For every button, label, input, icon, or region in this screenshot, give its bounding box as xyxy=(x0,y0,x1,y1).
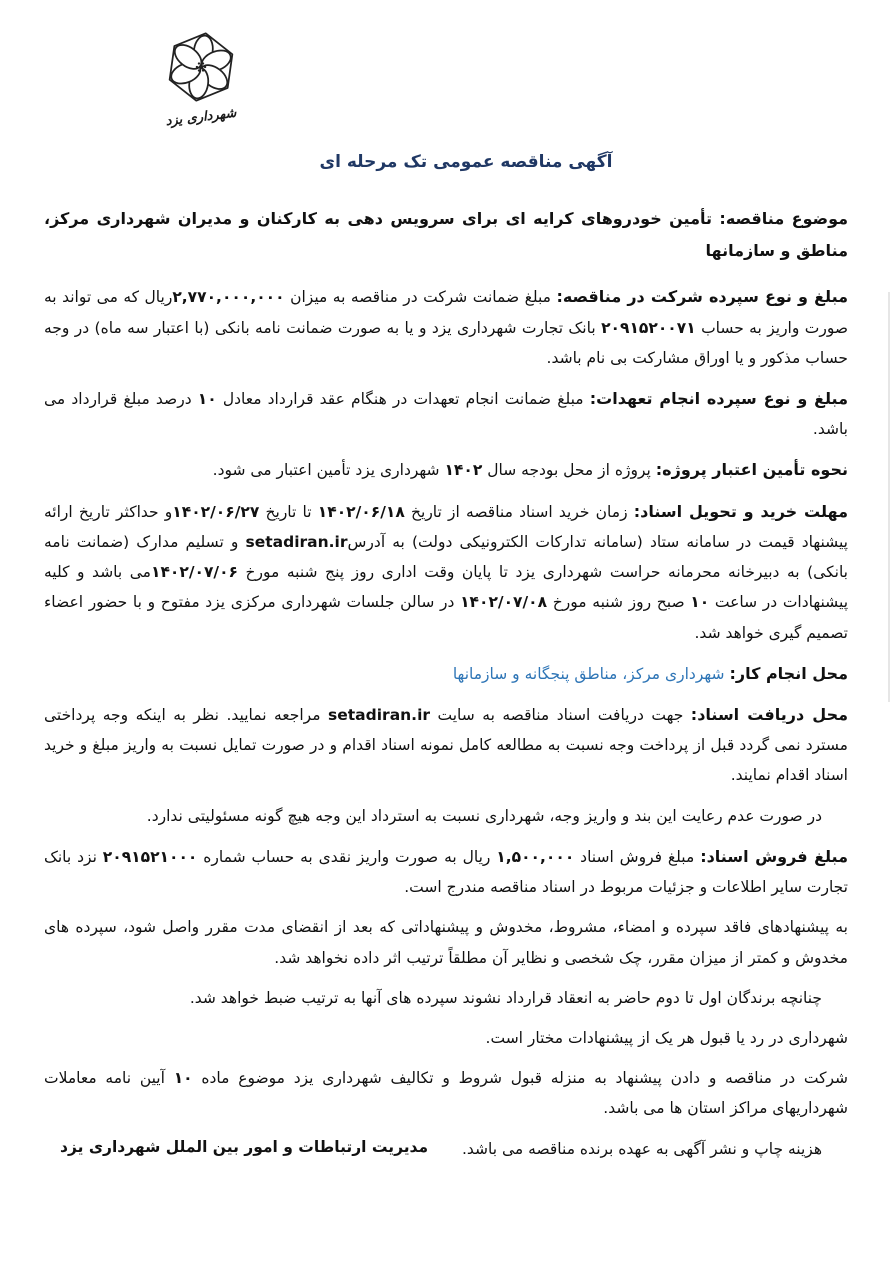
text-run: آیین نامه معاملات شهرداریهای مراکز استان ها می باشد. xyxy=(44,1069,848,1118)
text-run: ۱۴۰۲/۰۷/۰۸ xyxy=(460,593,548,612)
flower-emblem-icon xyxy=(160,26,242,108)
text-run: ۲,۷۷۰,۰۰۰,۰۰۰ xyxy=(172,288,285,307)
text-run: ریال به صورت واریز نقدی به حساب شماره xyxy=(197,847,497,866)
paragraph-lead-label: مهلت خرید و تحویل اسناد: xyxy=(633,501,848,521)
text-run: ۱۴۰۲/۰۶/۱۸ xyxy=(317,502,405,521)
paragraph-lead-label: مبلغ فروش اسناد: xyxy=(700,846,848,866)
paragraph-deposit-amount xyxy=(44,281,848,373)
paragraph-lead-label: مبلغ و نوع سپرده انجام تعهدات: xyxy=(589,389,848,408)
paragraph-terms-acceptance-note xyxy=(44,1063,848,1123)
text-run: ۱۰ xyxy=(173,1069,193,1088)
text-run: ۱۴۰۲/۰۶/۲۷ xyxy=(172,502,260,521)
document-body xyxy=(44,203,848,1174)
text-run: تا تاریخ xyxy=(259,502,318,521)
paragraph-lead-label: محل انجام کار: xyxy=(729,663,848,683)
paragraph-lead-label: محل دریافت اسناد: xyxy=(690,704,849,724)
paragraph-no-refund-note xyxy=(44,801,848,831)
text-run: شهرداری یزد تأمین اعتبار می شود. xyxy=(212,461,445,480)
url-text: setadiran.ir xyxy=(245,532,348,551)
text-run: ۲۰۹۱۵۲۱۰۰۰ xyxy=(102,847,198,866)
text-run: و تسلیم مدارک (ضمانت نامه بانکی) به دبیرخانه محرمانه حراست شهرداری یزد تا پایان وقت اداری روز پنج شنبه مورخ xyxy=(44,532,848,582)
text-run: مبلغ ضمانت شرکت در مناقصه به میزان xyxy=(284,288,557,307)
paragraph-winners-forfeit-note xyxy=(44,983,848,1013)
scan-artifact-line xyxy=(888,292,890,702)
paragraph-document-sale-price xyxy=(44,841,848,902)
text-run: می باشد و کلیه پیشنهادات در ساعت xyxy=(44,563,849,612)
paragraph-performance-deposit xyxy=(44,383,848,444)
text-run: پروژه از محل بودجه سال xyxy=(482,461,656,480)
url-text: setadiran.ir xyxy=(328,705,431,724)
text-run: شهرداری در رد یا قبول هر یک از پیشنهادات مختار است. xyxy=(485,1028,848,1047)
text-run: شهرداری مرکز، مناطق پنجگانه و سازمانها xyxy=(452,664,730,683)
yazd-municipality-logo xyxy=(156,26,246,130)
text-run: ۱۴۰۲/۰۷/۰۶ xyxy=(150,563,238,582)
text-run: مبلغ ضمانت انجام تعهدات در هنگام عقد قرارداد معادل xyxy=(216,390,590,408)
text-run: ۲۰۹۱۵۲۰۰۷۱ xyxy=(601,318,696,337)
text-run: ۱۰ xyxy=(197,390,217,408)
paragraph-lead-label: مبلغ و نوع سپرده شرکت در مناقصه: xyxy=(556,287,849,307)
paragraph-lead-label: موضوع مناقصه: xyxy=(712,209,849,228)
text-run: به پیشنهادهای فاقد سپرده و امضاء، مشروط، مخدوش و پیشنهاداتی که بعد از انقضای مدت مقرر واصل شود، سپرده های مخدوش و کمتر از میزان مقرر، چک شخصی و نظایر آن مطلقاً ترتیب اثر داده نخواهد شد. xyxy=(44,918,848,967)
logo-caption: شهرداری یزد xyxy=(164,105,238,130)
text-run: مراجعه نمایید. نظر به اینکه وجه پرداختی مسترد نمی گردد قبل از پرداخت وجه نسبت به مطالعه کامل نمونه اسناد اقدام و در صورت تمایل نسبت به واریز مبلغ و خرید اسناد اقدام نمایند. xyxy=(44,705,848,785)
paragraph-lead-label: نحوه تأمین اعتبار پروژه: xyxy=(655,460,848,480)
paragraph-municipality-discretion-note xyxy=(44,1023,848,1053)
text-run: مبلغ فروش اسناد xyxy=(574,847,701,866)
paragraph-work-location xyxy=(44,658,848,689)
paragraph-document-receipt-location xyxy=(44,699,848,791)
paragraph-purchase-deadline xyxy=(44,496,848,648)
text-run: جهت دریافت اسناد مناقصه به سایت xyxy=(430,705,691,724)
text-run: در سالن جلسات شهرداری مرکزی یزد مفتوح و با حضور اعضاء تصمیم گیری خواهد شد. xyxy=(44,593,848,642)
text-run: و حداکثر تاریخ ارائه پیشنهاد قیمت در سامانه ستاد (سامانه تدارکات الکترونیکی دولت) به آدرس xyxy=(44,502,848,551)
text-run: بانک تجارت شهرداری یزد و یا به صورت ضمانت نامه بانکی (با اعتبار سه ماه) در وجه حساب مذکور و یا اوراق مشارکت بی نام باشد. xyxy=(44,318,848,367)
text-run: صبح روز شنبه مورخ xyxy=(547,593,691,612)
signature-line: مدیریت ارتباطات و امور بین الملل شهرداری یزد xyxy=(60,1138,429,1156)
paragraph-funding-method xyxy=(44,454,848,485)
page-title: آگهی مناقصه عمومی تک مرحله ای xyxy=(319,152,613,172)
text-run: هزینه چاپ و نشر آگهی به عهده برنده مناقصه می باشد. xyxy=(461,1139,822,1158)
text-run: زمان خرید اسناد مناقصه از تاریخ xyxy=(404,502,634,521)
text-run: ۱۴۰۲ xyxy=(444,461,483,480)
paragraph-lead-label: تأمین خودروهای کرایه ای برای سرویس دهی به کارکنان و مدیران شهرداری مرکز، مناطق و سازمانها xyxy=(44,209,848,261)
text-run: شرکت در مناقصه و دادن پیشنهاد به منزله قبول شروط و تکالیف شهرداری یزد موضوع ماده xyxy=(192,1069,848,1088)
text-run: ریال که می تواند به صورت واریز به حساب xyxy=(44,288,848,337)
paragraph-subject xyxy=(44,203,848,267)
text-run: ۱۰ xyxy=(690,593,710,612)
text-run: چنانچه برندگان اول تا دوم حاضر به انعقاد قرارداد نشوند سپرده های آنها به ترتیب ضبط خواهد شد. xyxy=(189,988,822,1007)
paragraph-invalid-bids-note xyxy=(44,912,848,972)
text-run: درصد مبلغ قرارداد می باشد. xyxy=(44,390,848,439)
text-run: ۱,۵۰۰,۰۰۰ xyxy=(496,847,575,866)
text-run: در صورت عدم رعایت این بند و واریز وجه، شهرداری نسبت به استرداد این وجه هیچ گونه مسئولیتی ندارد. xyxy=(146,806,822,825)
text-run: نزد بانک تجارت سایر اطلاعات و جزئیات مربوط در اسناد مناقصه مندرج است. xyxy=(44,847,848,897)
